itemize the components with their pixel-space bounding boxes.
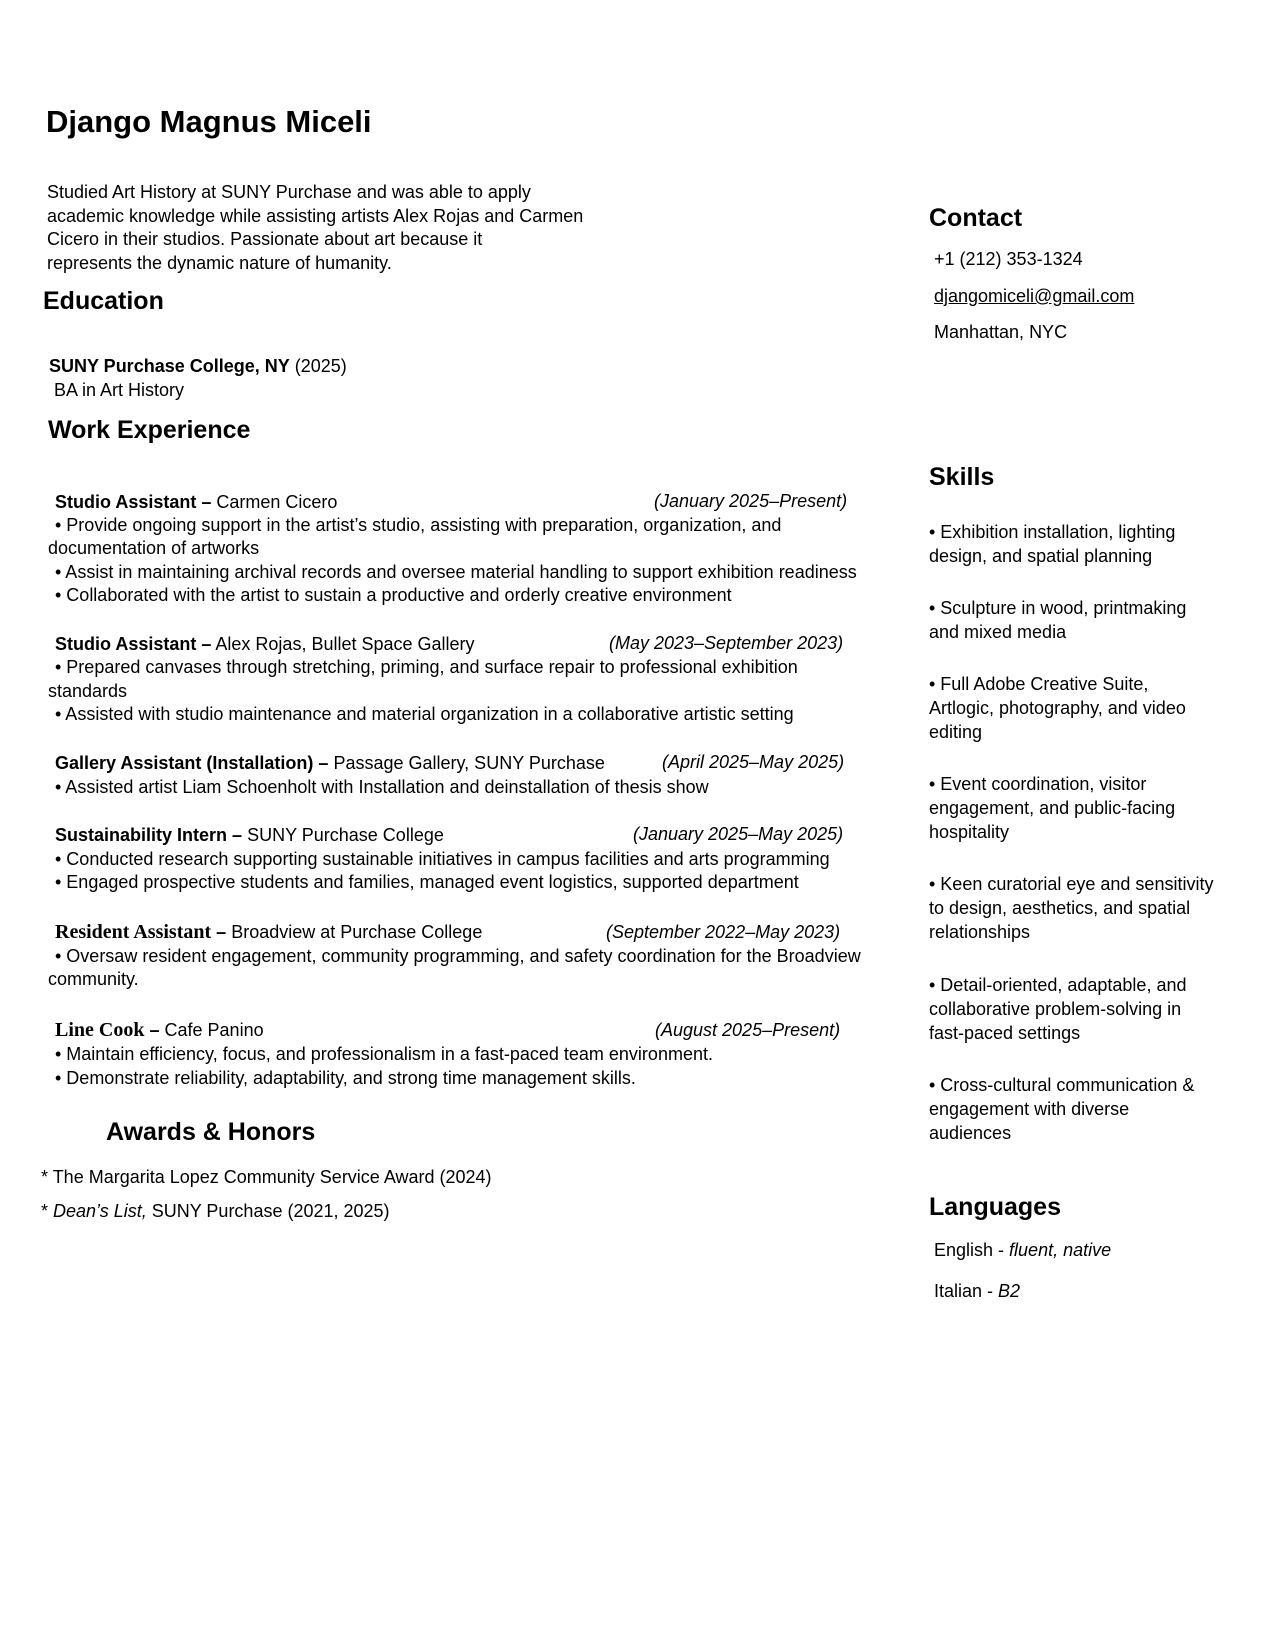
job-header: [55, 633, 475, 656]
skill-item: [929, 872, 1213, 944]
job-dates: (January 2025–Present): [654, 491, 848, 511]
skill-line: • Cross-cultural communication &: [929, 1075, 1195, 1095]
job-header: [55, 491, 337, 514]
language-item: [934, 1240, 1111, 1261]
resume-name: Django Magnus Miceli: [46, 104, 372, 139]
skill-line: • Event coordination, visitor: [929, 774, 1147, 794]
education-year: (2025): [294, 356, 347, 376]
skill-line: engagement with diverse: [929, 1099, 1130, 1119]
skill-item: [929, 1073, 1194, 1145]
award-italic: Dean’s List,: [53, 1201, 147, 1221]
job-title: Sustainability Intern: [55, 825, 228, 845]
job-header: [55, 1019, 264, 1042]
job-bullet: • Engaged prospective students and families, managed event logistics, supported department: [55, 872, 799, 892]
school-name: SUNY Purchase College, NY: [49, 356, 290, 376]
language-name: Italian -: [934, 1281, 999, 1301]
job-dates: (April 2025–May 2025): [662, 752, 845, 772]
award-item: [41, 1200, 390, 1223]
job-org: Passage Gallery, SUNY Purchase: [333, 753, 605, 773]
job-org: Alex Rojas, Bullet Space Gallery: [215, 634, 475, 654]
skill-line: Artlogic, photography, and video: [929, 698, 1186, 718]
skill-item: [929, 973, 1186, 1045]
summary-line: Cicero in their studios. Passionate about art because it: [47, 229, 483, 249]
language-item: [934, 1281, 1020, 1302]
language-level: fluent, native: [1009, 1240, 1112, 1260]
skill-line: design, and spatial planning: [929, 546, 1153, 566]
job-bullet: • Collaborated with the artist to sustain a productive and orderly creative environment: [55, 585, 732, 605]
job-bullet: • Maintain efficiency, focus, and professionalism in a fast-paced team environment.: [55, 1044, 713, 1064]
languages-heading: Languages: [929, 1193, 1061, 1221]
job-dates: (May 2023–September 2023): [609, 633, 844, 653]
award-item: [41, 1166, 492, 1189]
skills-heading: Skills: [929, 463, 995, 491]
awards-heading: Awards & Honors: [106, 1118, 316, 1146]
skill-line: relationships: [929, 922, 1031, 942]
skill-line: • Detail-oriented, adaptable, and: [929, 975, 1187, 995]
job-dates: (September 2022–May 2023): [606, 922, 841, 942]
job-dates: (January 2025–May 2025): [633, 824, 844, 844]
job-separator: –: [201, 492, 212, 512]
job-separator: –: [149, 1020, 160, 1040]
education-heading: Education: [43, 287, 164, 315]
job-separator: –: [201, 634, 212, 654]
skill-line: hospitality: [929, 822, 1010, 842]
language-name: English -: [934, 1240, 1010, 1260]
award-bullet: *: [41, 1201, 54, 1221]
skill-item: [929, 672, 1186, 744]
skill-line: collaborative problem-solving in: [929, 999, 1182, 1019]
job-org: Carmen Cicero: [216, 492, 338, 512]
job-title: Gallery Assistant (Installation): [55, 753, 314, 773]
job-header: [55, 921, 482, 944]
job-title: Studio Assistant: [55, 634, 197, 654]
education-school: [49, 356, 347, 377]
skill-line: engagement, and public-facing: [929, 798, 1176, 818]
skill-line: • Exhibition installation, lighting: [929, 522, 1176, 542]
contact-heading: Contact: [929, 204, 1023, 232]
job-bullet-cont: standards: [48, 681, 128, 701]
job-bullet: • Assisted with studio maintenance and material organization in a collaborative artistic setting: [55, 704, 794, 724]
language-level: B2: [998, 1281, 1021, 1301]
job-bullet: • Assist in maintaining archival records and oversee material handling to support exhibition readiness: [55, 562, 857, 582]
job-bullet: • Prepared canvases through stretching, priming, and surface repair to professional exhibition: [55, 657, 798, 677]
job-org: Cafe Panino: [164, 1020, 264, 1040]
summary-line: academic knowledge while assisting artists Alex Rojas and Carmen: [47, 205, 584, 226]
job-header: [55, 752, 605, 775]
summary: [47, 181, 627, 275]
award-text: The Margarita Lopez Community Service Award (2024): [52, 1167, 492, 1187]
skill-line: to design, aesthetics, and spatial: [929, 898, 1191, 918]
skill-line: editing: [929, 722, 983, 742]
job-bullet: • Provide ongoing support in the artist’s studio, assisting with preparation, organization, and: [55, 515, 782, 535]
work-experience-heading: Work Experience: [48, 416, 251, 444]
award-bullet: *: [41, 1167, 53, 1187]
summary-line: Studied Art History at SUNY Purchase and was able to apply: [47, 182, 531, 202]
skill-line: and mixed media: [929, 622, 1067, 642]
job-bullet: • Conducted research supporting sustainable initiatives in campus facilities and arts programming: [55, 849, 830, 869]
job-title: Studio Assistant: [55, 492, 197, 512]
job-separator: –: [216, 922, 227, 942]
job-separator: –: [318, 753, 329, 773]
job-bullet-cont: community.: [48, 969, 139, 989]
job-org: SUNY Purchase College: [247, 825, 444, 845]
job-bullet: • Oversaw resident engagement, community programming, and safety coordination for the Broadview: [55, 946, 861, 966]
job-header: [55, 824, 444, 847]
skill-line: • Keen curatorial eye and sensitivity: [929, 874, 1214, 894]
skill-item: [929, 772, 1175, 844]
contact-location: Manhattan, NYC: [934, 322, 1068, 342]
skill-line: audiences: [929, 1123, 1012, 1143]
job-bullet: • Demonstrate reliability, adaptability, and strong time management skills.: [55, 1068, 636, 1088]
job-bullet-cont: documentation of artworks: [48, 538, 260, 558]
job-separator: –: [232, 825, 243, 845]
summary-line: represents the dynamic nature of humanity.: [47, 252, 392, 273]
education-degree: BA in Art History: [54, 380, 185, 400]
skill-item: [929, 596, 1186, 644]
contact-email-link[interactable]: djangomiceli@gmail.com: [934, 286, 1135, 306]
skill-line: • Full Adobe Creative Suite,: [929, 674, 1149, 694]
skill-line: • Sculpture in wood, printmaking: [929, 598, 1187, 618]
job-title: Line Cook: [55, 1019, 145, 1041]
job-dates: (August 2025–Present): [655, 1020, 841, 1040]
contact-phone: +1 (212) 353-1324: [934, 249, 1083, 269]
job-org: Broadview at Purchase College: [231, 922, 483, 942]
skill-line: fast-paced settings: [929, 1023, 1081, 1043]
award-text: SUNY Purchase (2021, 2025): [146, 1201, 390, 1221]
skill-item: [929, 520, 1175, 568]
job-title: Resident Assistant: [55, 921, 212, 943]
job-bullet: • Assisted artist Liam Schoenholt with Installation and deinstallation of thesis show: [55, 777, 709, 797]
